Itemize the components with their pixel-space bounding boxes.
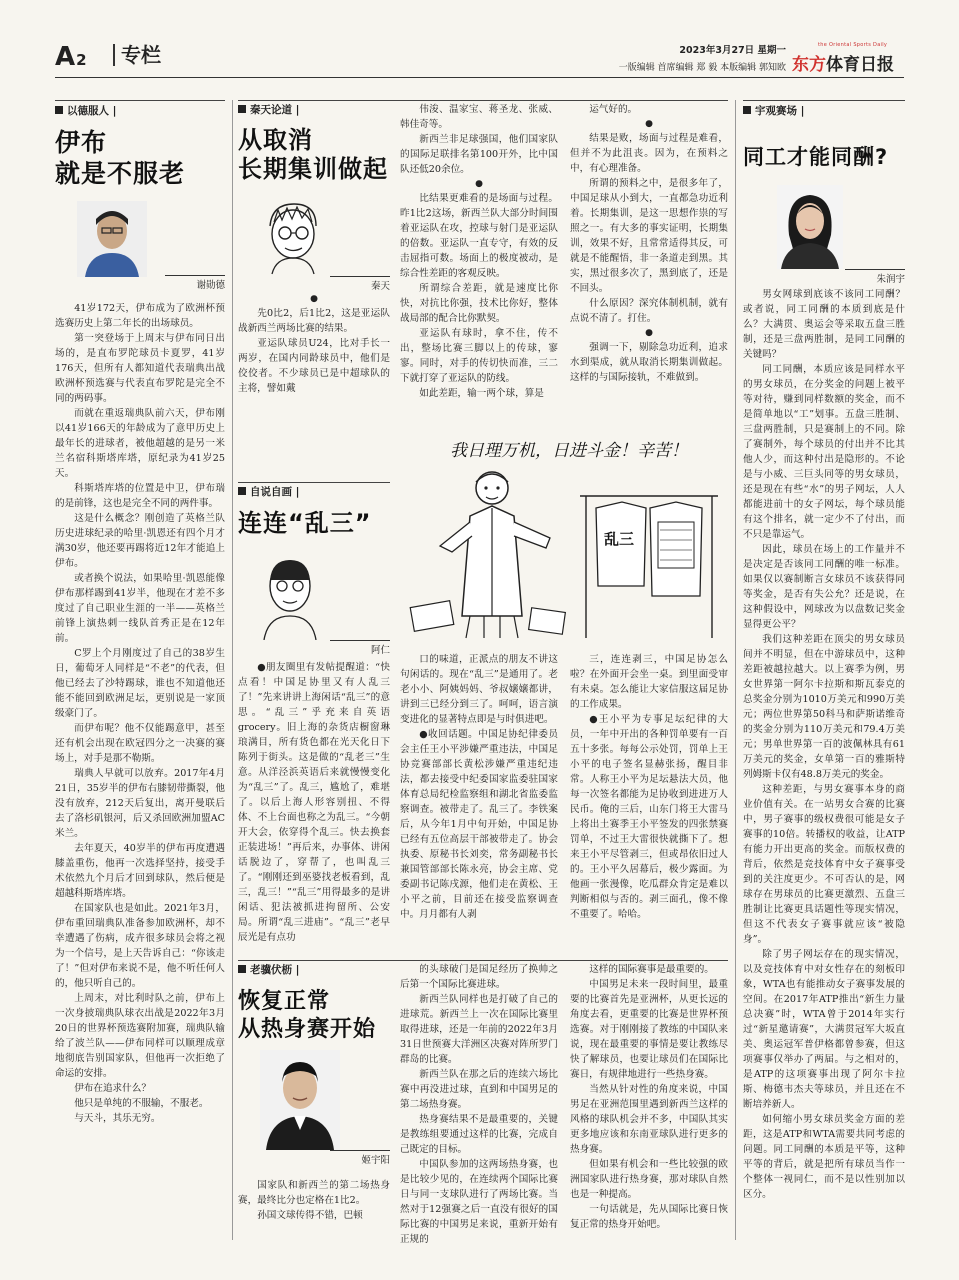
paragraph: ●收回话题。中国足协纪律委员会主任王小平涉嫌严重违法，中国足协竞赛部部长黄松涉嫌严重违纪违法，都去接受中纪委国家监委驻国家体育总局纪检监察组和湖北省监委监察调查。被带走了。乱三了。李铁案后，从今年1月中旬开始，中国足协已经有五位高层干部被带走了。协会执委、原秘书长刘奕，常务副秘书长兼国管部部长陈永亮，协会主席、党委副书记陈戌源，他们走在黄松、王小平之前，目前还在接受监察调查中。月月都有人剥 xyxy=(400,729,558,920)
article-body-part1 xyxy=(238,306,390,396)
section-bullet: ● xyxy=(645,119,653,129)
paragraph: 而伊布呢？他不仅能踢意甲，甚至还有机会出现在欧冠四分之一决赛的赛场上，对手是那不勒斯。 xyxy=(55,723,225,764)
article-body-part3 xyxy=(570,102,728,385)
paragraph: 我们这种差距在顶尖的男女球员间并不明显，但在中游球员中，这种差距被越拉越大。以上赛季为例，男女世界第一阿尔卡拉斯和斯瓦泰克的总奖金分别为1010万美元和990万美元；两位世界第50科马和萨斯诺维奇的奖金分别为110万美元和79.4万美元；男单世界第一百的波佩林具有61万美元的奖金，女单第一百的雅斯特列姆斯卡仅有48.8万美元的奖金。 xyxy=(743,634,905,780)
headline: 恢复正常 从热身赛开始 xyxy=(238,989,377,1042)
column-long-training xyxy=(238,100,728,101)
paragraph: 这是什么概念？刚创造了英格兰队历史进球纪录的哈里·凯恩还有四个月才满30岁，他还要再踢将近12年才能追上伊布。 xyxy=(55,513,225,569)
paragraph: 运气好的。 xyxy=(589,104,638,115)
column-ibrahimovic xyxy=(55,100,225,1126)
section-bullet: ● xyxy=(645,328,653,338)
paragraph: 所谓的预料之中，是很多年了，中国足球从小到大，一直都急功近利着。长期集训，是这一思想作祟的写照之一。有大多的事实证明，长期集训，效果不好，且常常适得其反，可就是不能醒悟，非一条道走到黑。其实，黑过很多次了，黑到底了，还是不回头。 xyxy=(570,178,728,294)
paragraph: 除了男子网坛存在的现实情况，以及竞技体育中对女性存在的刻板印象，WTA也有能推动女子赛事发展的空间。在2017年ATP推出“新生力量总决赛”时，WTA曾于2014年实行过“新星邀请赛”，大满贯冠军大坂直美、奥运冠军普伊格都曾参赛，但这项赛事仅举办了两届。与之相对的，是ATP的这项赛事出现了阿尔卡拉斯、梅德韦杰夫等球员，并且还在不断培养新人。 xyxy=(743,949,905,1110)
column-long-training-left: 秦天论道 | 从取消 长期集训做起 秦天 ● 先0比2，后1比2，这是亚运队战新西兰两场比赛的结果。 亚运队球员U24，比对手长一两岁，在国内同龄球员中，他们是佼佼者。不少球员已是中超球队的主将，譬如戴 xyxy=(238,104,390,394)
byline: 朱润宇 xyxy=(845,269,905,285)
paragraph: 伊布在追求什么？ xyxy=(74,1083,151,1094)
board-text: 乱三 xyxy=(604,530,635,548)
byline: 秦天 xyxy=(330,276,390,292)
author-caricature xyxy=(252,196,332,276)
article-body xyxy=(55,301,225,1126)
paragraph: 中国队参加的这两场热身赛，也是比较少见的，在连续两个国际比赛日与同一支球队进行了两场比赛。当然对于12强赛之后一直没有很好的国际比赛的中国男足来说，重新开始有正规的 xyxy=(400,1159,558,1245)
paragraph: 科斯塔库塔的位置是中卫，伊布瑞的是前锋，这也是完全不同的两件事。 xyxy=(55,483,225,509)
section-title: 专栏 xyxy=(113,44,161,66)
paragraph: 男女网球到底该不该同工同酬？或者说，同工同酬的本质到底是什么？大满贯、奥运会等采取五盘三胜制，还是三盘两胜制，是同工同酬的关键吗？ xyxy=(743,289,905,360)
paragraph: 这样的国际赛事是最重要的。 xyxy=(589,964,714,975)
paragraph: 伟浚、温家宝、蒋圣龙、张威、韩佳奇等。 xyxy=(400,104,558,130)
paragraph: 先0比2，后1比2，这是亚运队战新西兰两场比赛的结果。 xyxy=(238,308,390,334)
masthead xyxy=(55,38,904,78)
issue-date: 2023年3月27日 星期一 xyxy=(679,45,786,56)
headline: 从取消 长期集训做起 xyxy=(238,126,388,183)
author-portrait xyxy=(260,1050,340,1150)
article-body-part2 xyxy=(400,102,558,401)
editor-credits: 一版编辑 首席编辑 郑 毅 本版编辑 郭知欧 xyxy=(618,63,786,73)
author-portrait xyxy=(777,185,843,269)
column-luan-san xyxy=(238,484,390,945)
author-portrait xyxy=(77,201,147,277)
paragraph: 结果是败，场面与过程是难看，但并不为此沮丧。因为，在预料之中，有心理准备。 xyxy=(570,133,728,174)
author-caricature xyxy=(250,550,330,640)
paragraph: 热身赛结果不是最重要的，关键是教练组要通过这样的比赛，完成自己既定的目标。 xyxy=(400,1114,558,1155)
paragraph: 同工同酬，本质应该是同样水平的男女球员，在分奖金的问题上被平等对待，赚到同样数额的奖金，而不是简单地以“工”划事。五盘三胜制、三盘两胜制，只是赛制上的不同。除了赛制外，每个球员的付出并不比其他人少，而这种付出是隐形的。不论是与小威、三巨头同等的男女球员，还是现在有些“水”的男子网坛，人人都能进前十的女子网坛，每个球员能有这个排名，就一定少不了付出，而不只是靠运气。 xyxy=(743,364,905,540)
paragraph: 口的味道，正派点的朋友不讲这句闲话的。现在“乱三”是通用了。老老小小、阿姨妈妈、爷叔嬢嬢都讲，讲到三已经分到三了。呵呵，语言演变进化的显著特点即是与时俱进吧。 xyxy=(400,654,558,725)
byline: 姬宇阳 xyxy=(330,1150,390,1166)
paragraph: 去年夏天，40岁半的伊布再度遭遇膝盖重伤，他再一次选择坚持，接受手术依然九个月后才回到球队，然后便是超越科斯塔库塔。 xyxy=(55,843,225,899)
column-warmup xyxy=(238,962,390,1223)
paragraph: 新西兰队在那之后的连续六场比赛中再没进过球，直到和中国男足的第二场热身赛。 xyxy=(400,1069,558,1110)
column-tag: 以德服人 | xyxy=(55,103,225,119)
section-bullet: ● xyxy=(475,179,483,189)
paragraph: 强调一下，剔除急功近利，追求水到渠成，就从取消长期集训做起。这样的与国际接轨，不难做到。 xyxy=(570,342,728,383)
paragraph: 与天斗，其乐无穷。 xyxy=(74,1113,161,1124)
paragraph: 第一突登场于上周末与伊布同日出场的，是直布罗陀球员卡夏罗，41岁176天，但所有人都知道代表瑞典出战欧洲杯预选赛与代表直布罗陀是完全不同的两码事。 xyxy=(55,333,225,404)
column-tag: 自说自画 | xyxy=(238,484,390,500)
column-tag: 老骥伏枥 | xyxy=(238,962,390,978)
article-body-part1 xyxy=(238,660,390,945)
article-body-part2 xyxy=(400,962,558,1247)
cartoon-illustration xyxy=(400,426,728,646)
paragraph: C罗上个月刚度过了自己的38岁生日，葡萄牙人同样是“不老”的代表，但他已经去了沙特踢球，谁也不知道他还能不能回到欧洲足坛，更别说是一家顶级豪门了。 xyxy=(55,648,225,719)
paragraph: 41岁172天，伊布成为了欧洲杯预选赛历史上第二年长的出场球员。 xyxy=(55,303,225,329)
paragraph: 如此差距，输一两个球，算是 xyxy=(419,388,544,399)
paragraph: 这种差距，与男女赛事本身的商业价值有关。在一站男女合赛的比赛中，男子赛事的级权费很可能是女子赛事的10倍。转播权的收益，让ATP有能力开出更高的奖金。而版权费的背后，依然是竞技体育中女子赛事受到的关注度更少。不可否认的是，网球存在男球员的比赛更激烈、五盘三胜制让比赛更具话题性等现实情况，但这不代表女子赛事就应该“被隐身”。 xyxy=(743,784,905,945)
headline: 连连“乱三” xyxy=(238,509,372,537)
paragraph: 瑞典人早就可以放弃。2017年4月21日，35岁半的伊布右膝韧带撕裂，他没有放弃，212天后复出，离开曼联后去了洛杉矶银河，后又杀回欧洲加盟AC米兰。 xyxy=(55,768,225,839)
paragraph: 在国家队也是如此。2021年3月，伊布重回瑞典队准备参加欧洲杯，却不幸遭遇了伤病，成卉很多球员会将之视为一个信号，是上天告诉自己：“你该走了！”但对伊布来说不是，他不听任何人的，他只听自己的。 xyxy=(55,903,225,989)
article-body-part1 xyxy=(238,1178,390,1223)
article-body xyxy=(743,287,905,1202)
paragraph: 亚运队球员U24，比对手长一两岁，在国内同龄球员中，他们是佼佼者。不少球员已是中超球队的主将，譬如戴 xyxy=(238,338,390,394)
paragraph: 或者换个说法，如果哈里·凯恩能像伊布那样踢到41岁半，他现在才差不多度过了自己职业生涯的一半——英格兰前锋上演热刺一线队首秀正是在12年前。 xyxy=(55,573,225,644)
column-equal-pay xyxy=(743,100,905,1202)
column-tag: 秦天论道 | xyxy=(238,102,390,118)
article-body-part3 xyxy=(570,962,728,1232)
paragraph: 三，连连剥三，中国足协怎么啦？在外面开会坐一桌。到里面受审有未桌。怎么能让大家信服这届足协的工作成果。 xyxy=(570,654,728,710)
article-body-part2 xyxy=(400,652,558,922)
cartoon-caption: 我日理万机，日进斗金！辛苦！ xyxy=(450,441,688,461)
paragraph: 而就在重返瑞典队前六天，伊布刚以41岁166天的年龄成为了意甲历史上最年长的进球者，被他超越的是另一米兰名宿科斯塔库塔，原纪录为41岁25天。 xyxy=(55,408,225,479)
paragraph: 所谓综合差距，就是速度比你快，对抗比你强，技术比你好，整体战局部的配合比你默契。 xyxy=(400,283,558,324)
paragraph: 比结果更难看的是场面与过程。昨1比2这场，新西兰队大部分时间围着亚运队在攻，控球与射门是亚运队的倍数。亚运队一直专守，有效的反击屈指可数。场面上的极度被动，是综合性差距的客观反映。 xyxy=(400,193,558,279)
paragraph: 新西兰队同样也是打破了自己的进球荒。新西兰上一次在国际比赛里取得进球，还是一年前的2022年3月31日世预赛大洋洲区决赛对阵所罗门群岛的比赛。 xyxy=(400,994,558,1065)
paragraph: 中国男足未来一段时间里，最重要的比赛首先是亚洲杯，从更长远的角度去看，更重要的比赛是世界杯预选赛。对于刚刚接了教练的中国队来说，现在最重要的事情是要让教练尽快了解球员，也要让球员们在国际比赛日，有规律地进行一些热身赛。 xyxy=(570,979,728,1080)
byline: 阿仁 xyxy=(330,640,390,656)
paragraph: 孙国文球传得不错，巴顿 xyxy=(257,1210,363,1221)
paragraph: 什么原因？深究体制机制，就有点说不清了。打住。 xyxy=(570,298,728,324)
paragraph: ●朋友圈里有发帖提醒道：“快点看！中国足协里又有人乱三了！”先来讲讲上海闲话“乱三”的意思。“乱三”乎充来自英语grocery。旧上海的杂货店橱窗琳琅满目，所有货色都在光天化日下陈列于街头。这是做的“乱老三”生意。从洋泾浜英语后来就慢慢变化为“乱三”了。乱三，尴尬了，难堪了。以后上海人形容别扭、不得体、不上台面也称之为乱三。“今朝开大会，依穿得个乱三。快去换套正装进场！”再后来，办事体、讲闲话脱边了，穿帮了，也叫乱三了。“刚刚还到巫婆找老板看到，乱三，乱三！”“乱三”用得最多的是讲闲话、犯法被抓进拘留所、公安局。所谓“乱三进庙”。“乱三”老早辰光是有点功 xyxy=(238,662,390,943)
column-tag: 宇观赛场 | xyxy=(743,103,905,119)
paragraph: 上周末，对比利时队之前，伊布上一次身披瑞典队球衣出战是2022年3月20日的世界杯预选赛附加赛，瑞典队输给了波兰队——伊布同样可以顺理成章地彻底告别国家队，但他再一次拒绝了命运的安排。 xyxy=(55,993,225,1079)
newspaper-logo: the Oriental Sports Daily 东方体育日报 xyxy=(792,42,894,75)
paragraph: 一句话就是，先从国际比赛日恢复正常的热身开始吧。 xyxy=(570,1204,728,1230)
paragraph: 亚运队有球时，拿不住，传不出，整场比赛三脚以上的传球，寥寥。同时，对手的传切快而准，三二下就打穿了亚运队的防线。 xyxy=(400,328,558,384)
paragraph: 的头球破门是国足经历了换帅之后第一个国际比赛进球。 xyxy=(400,964,558,990)
paragraph: 当然从针对性的角度来说，中国男足在亚洲范围里遇到新西兰这样的风格的球队机会并不多，中国队其实更多地应该和东南亚球队进行更多的热身赛。 xyxy=(570,1084,728,1155)
paragraph: ●王小平为专事足坛纪律的大员，一年中开出的各种罚单要有一百五十多张。每每公示处罚，罚单上王小平的电子签名显赫张扬，醒目非常。人称王小平为足坛悬法大员，他每一次签名都能为足协收到进进万人民币。俺的三后，山东门将王大雷马上将出土赛季王小平签发的四张禁赛罚单，不过王大雷很快就撕下了。想来王小平尽管剥三，但或昂依旧过人的。王小平久居幕后，极少露面。为他画一张漫像，吃瓜群众肯定是难以判断相似与否的。剥三面孔，像不像不重要了。哈哈。 xyxy=(570,714,728,920)
paragraph: 但如果有机会和一些比较强的欧洲国家队进行热身赛，那对球队自然也是一种提高。 xyxy=(570,1159,728,1200)
paragraph: 他只是单纯的不服输，不服老。 xyxy=(74,1098,209,1109)
byline: 谢勋德 xyxy=(165,275,225,291)
paragraph: 国家队和新西兰的第二场热身赛，最终比分也定格在1比2。 xyxy=(238,1180,390,1206)
headline: 伊布 就是不服老 xyxy=(55,128,186,188)
paragraph: 如何缩小男女球员奖金方面的差距，这是ATP和WTA需要共同考虑的问题。同工同酬的本质是平等，这种平等的背后，就是把所有球员当作一个整体一视同仁，而不是以性别加以区分。 xyxy=(743,1114,905,1200)
page-number: A2 xyxy=(55,42,87,72)
paragraph: 因此，球员在场上的工作量并不是决定是否该同工同酬的唯一标准。如果仅以赛制断言女球员不该获得同等奖金，是否有失公允？还是说，在这种假设中，网球改为以盘数记奖金显得更公平？ xyxy=(743,544,905,630)
headline: 同工才能同酬? xyxy=(743,145,889,169)
paragraph: 新西兰非足球强国，他们国家队的国际足联排名第100开外，比中国队还低20余位。 xyxy=(400,134,558,175)
article-body-part3 xyxy=(570,652,728,922)
